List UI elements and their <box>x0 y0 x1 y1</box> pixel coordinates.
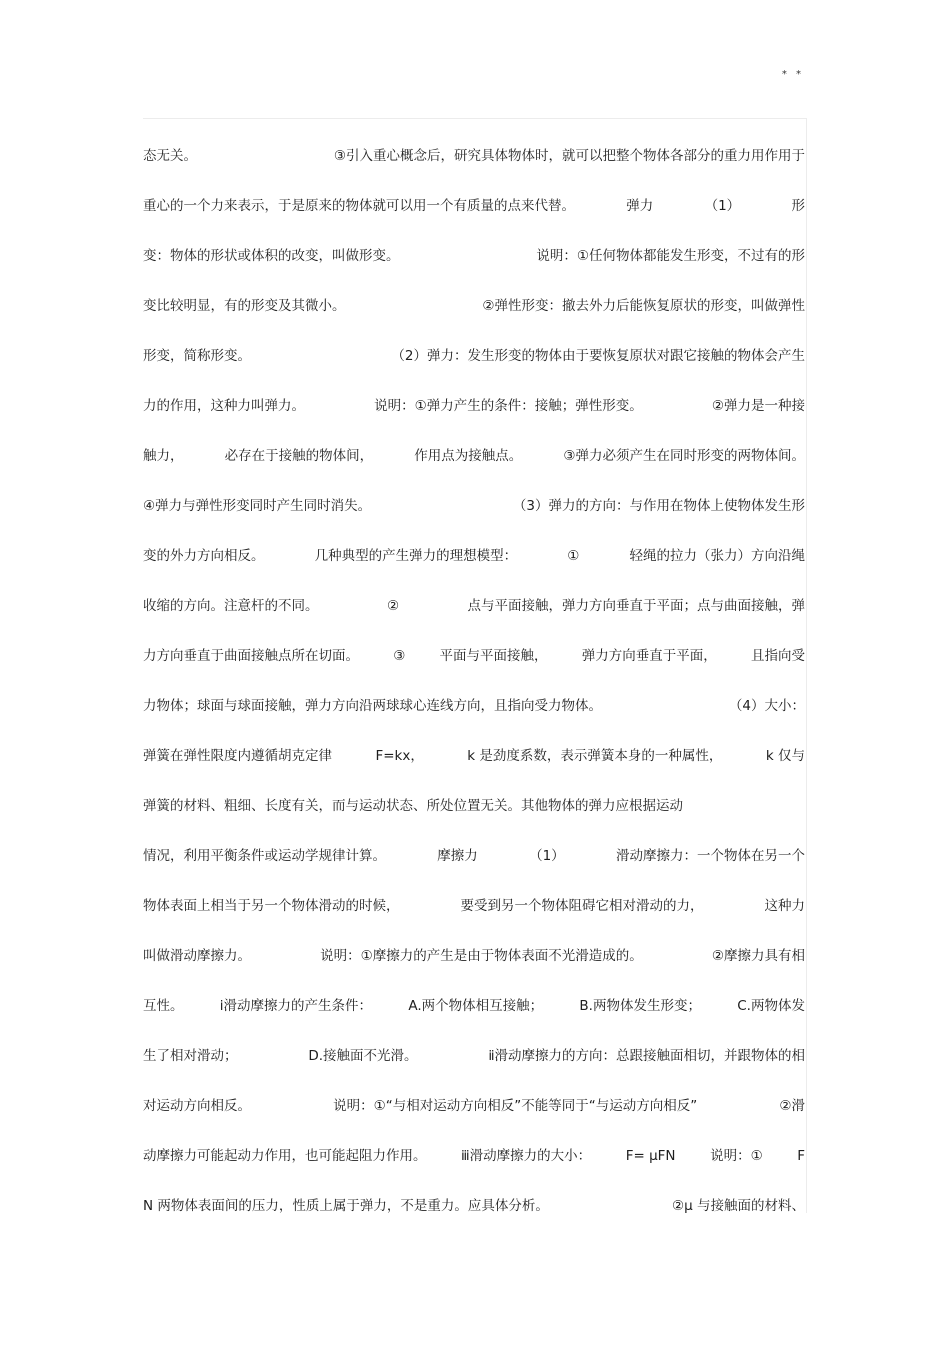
text-line <box>143 781 805 831</box>
text-segment: （2）弹力：发生形变的物体由于要恢复原状对跟它接触的物体会产生 <box>391 348 805 364</box>
document-text <box>143 131 805 1231</box>
text-segment: ③弹力必须产生在同时形变的两物体间。 <box>563 448 805 464</box>
text-segment: 这种力 <box>764 898 805 914</box>
text-segment: 滑动摩擦力：一个物体在另一个 <box>615 848 805 864</box>
text-segment: 说明：①摩擦力的产生是由于物体表面不光滑造成的。 <box>320 948 643 964</box>
text-segment: 弹力 <box>626 198 654 214</box>
text-segment: 且指向受 <box>750 648 805 664</box>
text-line <box>143 631 805 681</box>
text-segment: ②弹性形变：撤去外力后能恢复原状的形变，叫做弹性 <box>482 298 805 314</box>
text-segment: （3）弹力的方向：与作用在物体上使物体发生形 <box>512 498 805 514</box>
text-line <box>143 181 805 231</box>
text-segment: ②μ 与接触面的材料、 <box>672 1198 805 1214</box>
text-segment: k 是劲度系数，表示弹簧本身的一种属性， <box>467 748 723 764</box>
text-line <box>143 931 805 981</box>
text-segment: 点与平面接触，弹力方向垂直于平面；点与曲面接触，弹 <box>467 598 805 614</box>
text-segment: F <box>797 1148 805 1164</box>
text-segment: 弹簧的材料、粗细、长度有关，而与运动状态、所处位置无关。其他物体的弹力应根据运动 <box>143 798 683 814</box>
text-segment: 作用点为接触点。 <box>414 448 523 464</box>
text-segment: N 两物体表面间的压力，性质上属于弹力，不是重力。应具体分析。 <box>143 1198 549 1214</box>
text-line <box>143 1181 805 1231</box>
text-segment: 力方向垂直于曲面接触点所在切面。 <box>143 648 359 664</box>
text-segment: ① <box>567 548 580 564</box>
text-segment: B.两物体发生形变； <box>579 998 701 1014</box>
text-segment: （1） <box>529 848 565 864</box>
text-line <box>143 731 805 781</box>
text-segment: 要受到另一个物体阻碍它相对滑动的力， <box>460 898 704 914</box>
text-line <box>143 881 805 931</box>
text-segment: A.两个物体相互接触； <box>408 998 544 1014</box>
text-segment: 力的作用，这种力叫弹力。 <box>143 398 305 414</box>
text-segment: ⅲ滑动摩擦力的大小： <box>461 1148 592 1164</box>
text-segment: ②摩擦力具有相 <box>711 948 805 964</box>
text-segment: 必存在于接触的物体间， <box>224 448 374 464</box>
text-line <box>143 381 805 431</box>
text-segment: 几种典型的产生弹力的理想模型： <box>314 548 518 564</box>
text-segment: 对运动方向相反。 <box>143 1098 251 1114</box>
text-segment: D.接触面不光滑。 <box>308 1048 418 1064</box>
text-line <box>143 981 805 1031</box>
text-segment: 形变，简称形变。 <box>143 348 251 364</box>
text-segment: F=kx， <box>375 748 424 764</box>
text-segment: F= μFN <box>625 1148 676 1164</box>
text-line <box>143 831 805 881</box>
text-segment: ②弹力是一种接 <box>711 398 805 414</box>
text-segment: C.两物体发 <box>737 998 805 1014</box>
text-segment: 形 <box>791 198 805 214</box>
text-segment: 收缩的方向。注意杆的不同。 <box>143 598 319 614</box>
text-segment: 平面与平面接触， <box>439 648 548 664</box>
text-segment: 重心的一个力来表示，于是原来的物体就可以用一个有质量的点来代替。 <box>143 198 575 214</box>
text-line <box>143 281 805 331</box>
text-segment: 说明：①“与相对运动方向相反”不能等同于“与运动方向相反” <box>333 1098 698 1114</box>
text-line <box>143 131 805 181</box>
text-line <box>143 681 805 731</box>
text-segment: 叫做滑动摩擦力。 <box>143 948 251 964</box>
header-mark: * * <box>781 69 804 80</box>
text-segment: 说明：① <box>710 1148 763 1164</box>
text-segment: （4）大小： <box>728 698 805 714</box>
text-segment: 弹簧在弹性限度内遵循胡克定律 <box>143 748 332 764</box>
text-segment: k 仅与 <box>765 748 805 764</box>
text-line <box>143 1131 805 1181</box>
text-segment: 变比较明显，有的形变及其微小。 <box>143 298 346 314</box>
text-segment: （1） <box>704 198 741 214</box>
text-segment: ②滑 <box>779 1098 805 1114</box>
text-segment: ⅱ滑动摩擦力的方向：总跟接触面相切，并跟物体的相 <box>488 1048 805 1064</box>
text-segment: 变的外力方向相反。 <box>143 548 265 564</box>
text-line <box>143 481 805 531</box>
text-segment: 互性。 <box>143 998 184 1014</box>
text-segment: 动摩擦力可能起动力作用，也可能起阻力作用。 <box>143 1148 427 1164</box>
text-segment: 说明：①任何物体都能发生形变，不过有的形 <box>536 248 805 264</box>
text-segment: 触力， <box>143 448 184 464</box>
text-line <box>143 1081 805 1131</box>
text-segment: 力物体；球面与球面接触，弹力方向沿两球球心连线方向，且指向受力物体。 <box>143 698 602 714</box>
text-segment: ② <box>386 598 400 614</box>
text-segment: 态无关。 <box>143 148 197 164</box>
text-segment: ④弹力与弹性形变同时产生同时消失。 <box>143 498 372 514</box>
text-line <box>143 581 805 631</box>
text-segment: ③ <box>393 648 406 664</box>
text-segment: 说明：①弹力产生的条件：接触；弹性形变。 <box>374 398 643 414</box>
text-segment: 生了相对滑动； <box>143 1048 238 1064</box>
text-segment: 变：物体的形状或体积的改变，叫做形变。 <box>143 248 400 264</box>
text-line <box>143 431 805 481</box>
text-segment: ⅰ滑动摩擦力的产生条件： <box>219 998 373 1014</box>
text-segment: 摩擦力 <box>437 848 478 864</box>
text-line <box>143 231 805 281</box>
text-line <box>143 531 805 581</box>
text-segment: 情况，利用平衡条件或运动学规律计算。 <box>143 848 386 864</box>
text-segment: ③引入重心概念后，研究具体物体时，就可以把整个物体各部分的重力用作用于 <box>333 148 805 164</box>
text-line <box>143 1031 805 1081</box>
text-line <box>143 331 805 381</box>
text-segment: 轻绳的拉力（张力）方向沿绳 <box>629 548 805 564</box>
text-segment: 弹力方向垂直于平面， <box>581 648 717 664</box>
text-segment: 物体表面上相当于另一个物体滑动的时候， <box>143 898 400 914</box>
